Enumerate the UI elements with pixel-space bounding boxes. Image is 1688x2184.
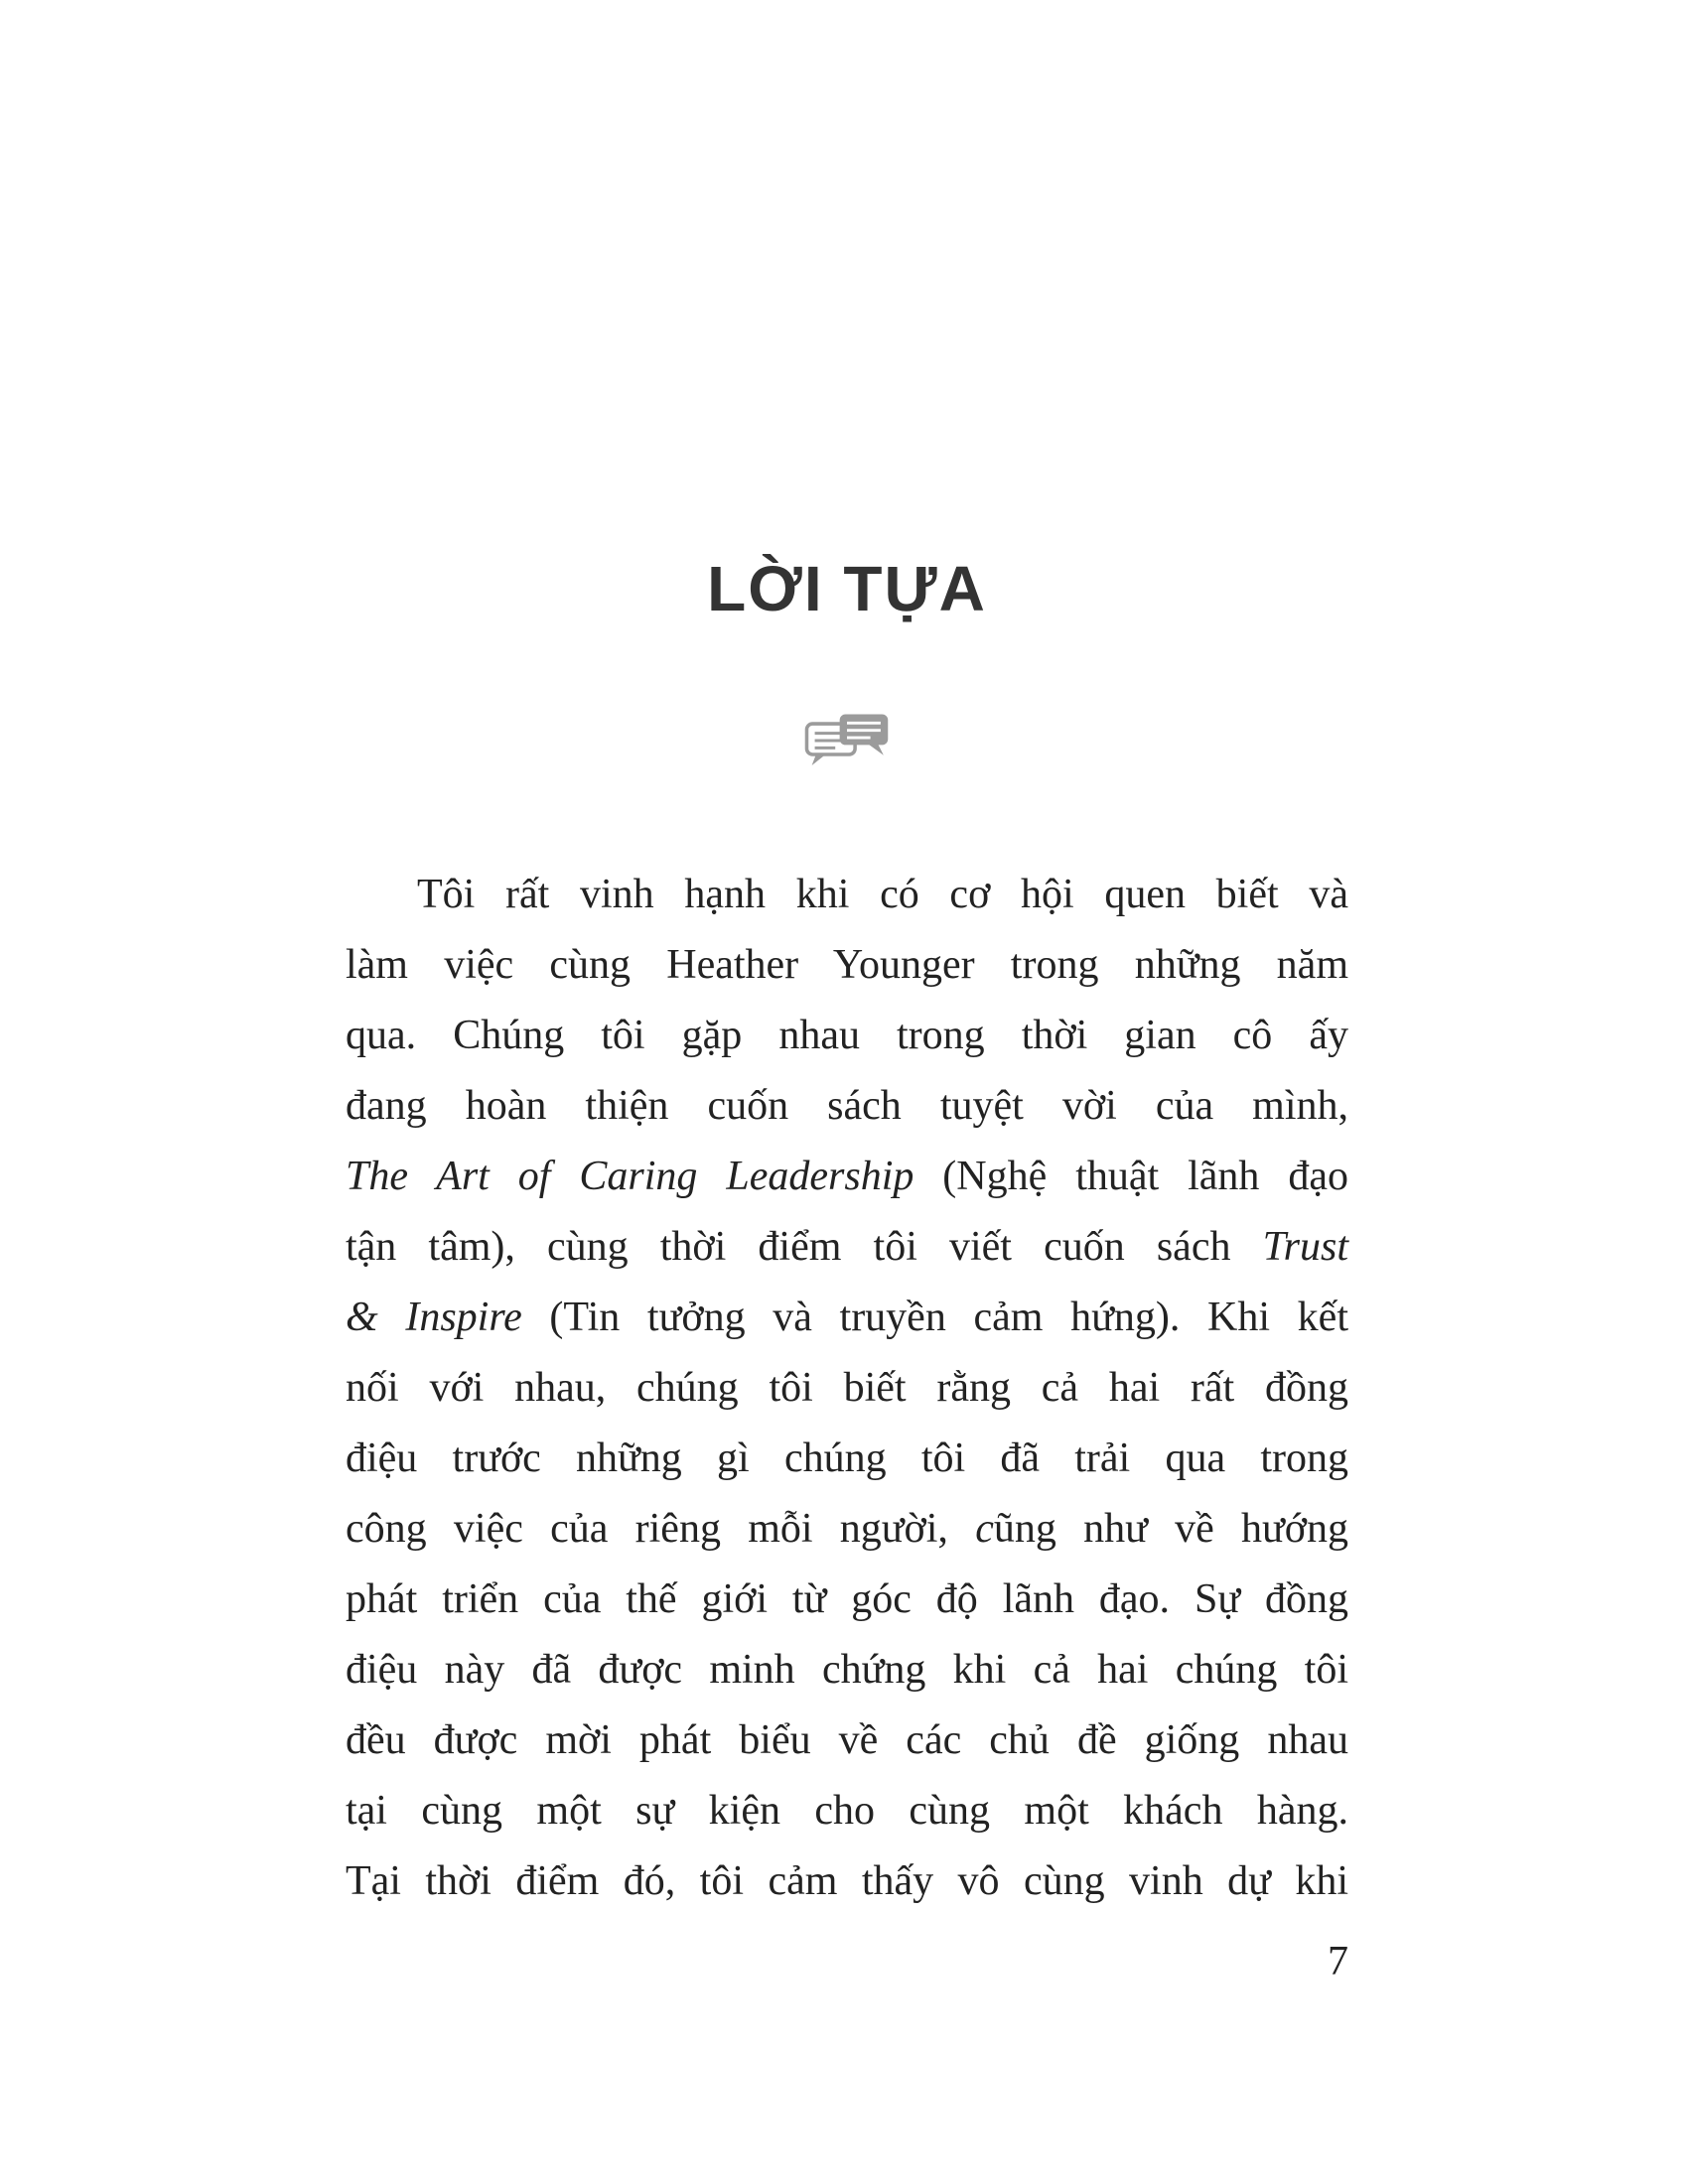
text-segment: tại cùng một sự kiện cho cùng một khách hàng. <box>346 1788 1348 1834</box>
text-line <box>346 1776 1348 1846</box>
chapter-title: LỜI TỰA <box>707 553 987 624</box>
text-segment: đang hoàn thiện cuốn sách tuyệt vời của mình, <box>346 1083 1348 1129</box>
text-line <box>346 860 1348 930</box>
text-line <box>346 1424 1348 1494</box>
text-line <box>346 1283 1348 1353</box>
preface-paragraph <box>346 860 1348 1917</box>
text-segment: (Nghệ thuật lãnh đạo <box>914 1154 1348 1199</box>
text-line <box>346 1142 1348 1212</box>
text-segment: Tôi rất vinh hạnh khi có cơ hội quen biết và <box>417 872 1348 917</box>
text-segment: điệu trước những gì chúng tôi đã trải qua trong <box>346 1435 1348 1481</box>
text-block <box>346 0 1348 1917</box>
text-line <box>346 1071 1348 1142</box>
text-line <box>346 930 1348 1001</box>
text-segment: qua. Chúng tôi gặp nhau trong thời gian cô ấy <box>346 1013 1348 1058</box>
text-line <box>346 1494 1348 1565</box>
text-line <box>346 1353 1348 1424</box>
italic-text-segment: The Art of Caring Leadership <box>346 1154 914 1199</box>
text-line <box>346 1565 1348 1635</box>
text-line <box>346 1635 1348 1706</box>
italic-text-segment: Trust <box>1262 1224 1348 1270</box>
page-number: 7 <box>1328 1939 1348 1984</box>
text-segment: công việc của riêng mỗi người, <box>346 1506 976 1552</box>
speech-bubbles-icon <box>804 755 890 772</box>
text-segment: Tại thời điểm đó, tôi cảm thấy vô cùng vinh dự khi <box>346 1858 1348 1904</box>
text-line <box>346 1846 1348 1917</box>
text-line <box>346 1001 1348 1071</box>
text-segment: phát triển của thế giới từ góc độ lãnh đạo. Sự đồng <box>346 1576 1348 1622</box>
text-segment: nối với nhau, chúng tôi biết rằng cả hai rất đồng <box>346 1365 1348 1411</box>
text-line <box>346 1706 1348 1776</box>
chapter-ornament <box>346 713 1348 768</box>
text-segment: (Tin tưởng và truyền cảm hứng). Khi kết <box>521 1295 1348 1340</box>
text-segment: điệu này đã được minh chứng khi cả hai chúng tôi <box>346 1647 1348 1693</box>
text-segment: ũng như về hướng <box>993 1506 1348 1552</box>
italic-text-segment: c <box>975 1506 994 1552</box>
text-segment: làm việc cùng Heather Younger trong những năm <box>346 942 1348 988</box>
text-segment: tận tâm), cùng thời điểm tôi viết cuốn sách <box>346 1224 1263 1270</box>
text-segment: đều được mời phát biểu về các chủ đề giống nhau <box>346 1717 1348 1763</box>
text-line <box>346 1212 1348 1283</box>
italic-text-segment: & Inspire <box>346 1295 522 1340</box>
